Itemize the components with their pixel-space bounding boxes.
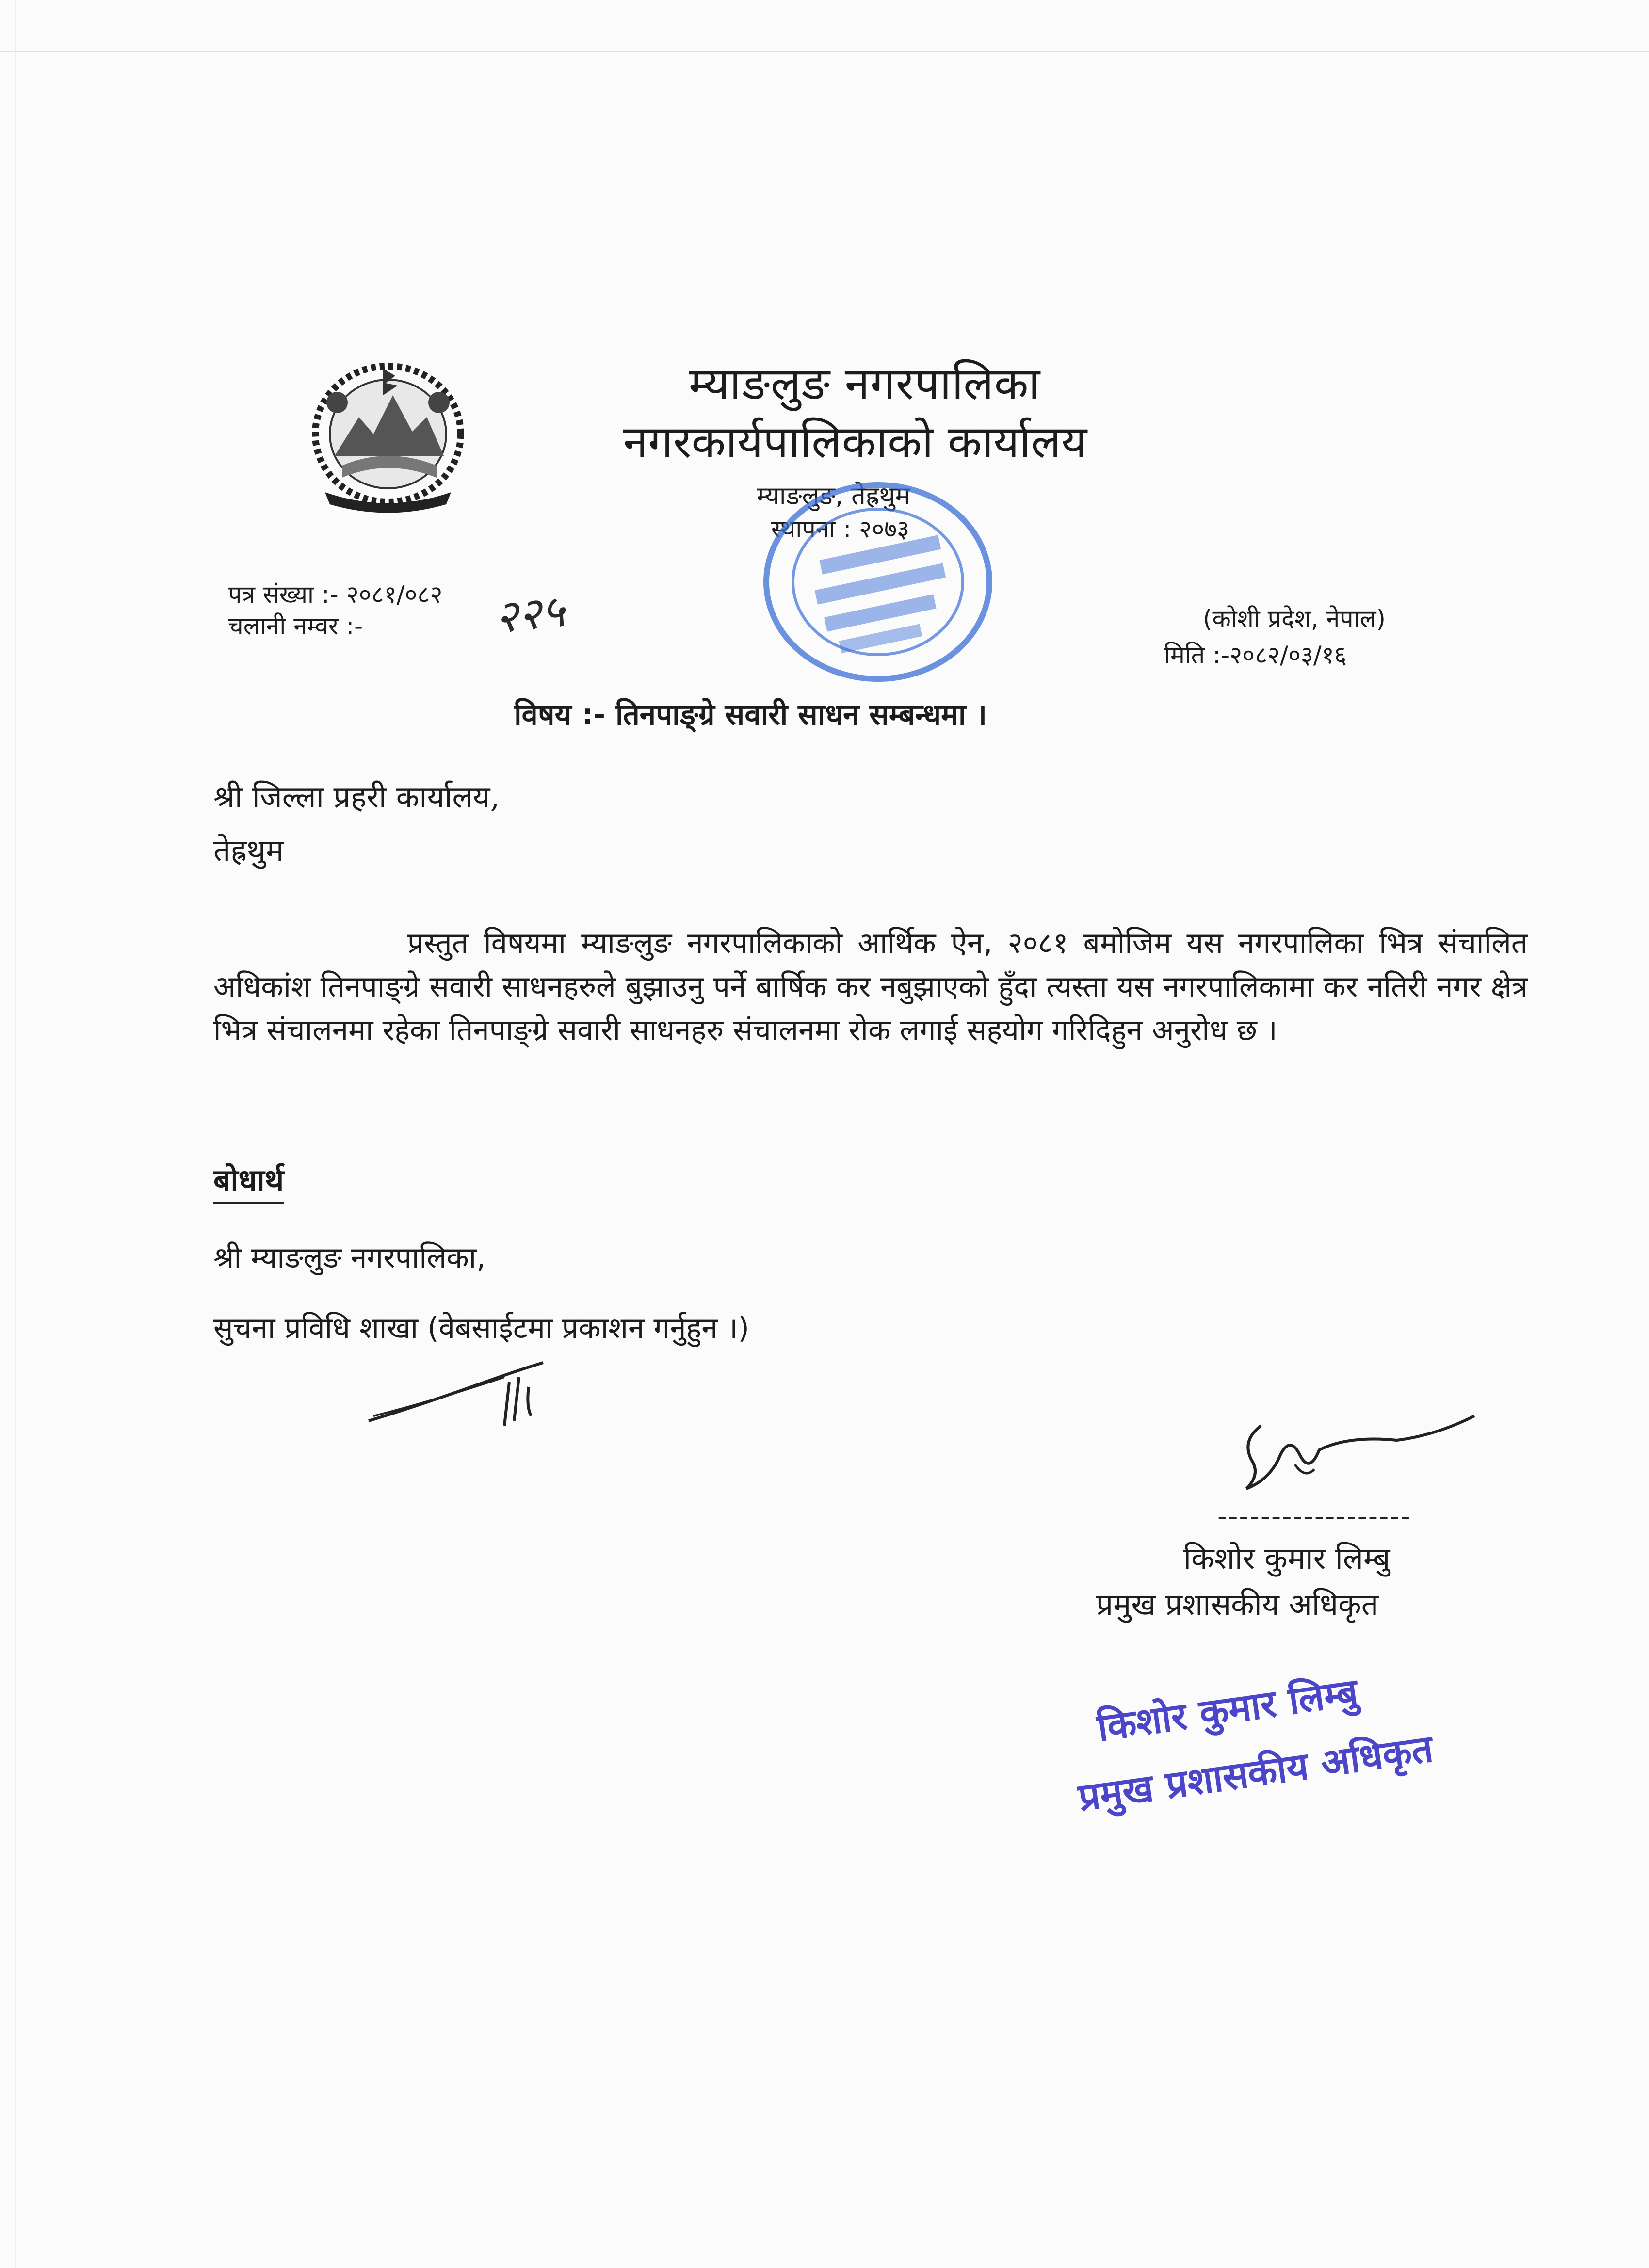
scan-edge-left bbox=[15, 0, 16, 2268]
addressee-line-2: तेह्रथुम bbox=[213, 833, 284, 868]
letter-body-text: प्रस्तुत विषयमा म्याङलुङ नगरपालिकाको आर्थिक ऐन, २०८१ बमोजिम यस नगरपालिका भित्र संचालित अधिकांश तिनपाङ्ग्रे सवारी साधनहरुले बुझाउनु पर्ने बार्षिक कर नबुझाएको हुँदा त्यस्ता यस नगरपालिकामा कर नतिरी नगर क्षेत्र भित्र संचालनमा रहेका तिनपाङ्ग्रे सवारी साधनहरु संचालनमा रोक लगाई सहयोग गरिदिहुन अनुरोध छ । bbox=[213, 926, 1528, 1047]
scan-edge-top bbox=[0, 51, 1649, 52]
officer-signature bbox=[1222, 1406, 1494, 1503]
cc-line-2: सुचना प्रविधि शाखा (वेबसाईटमा प्रकाशन गर्नुहुन ।) bbox=[213, 1311, 749, 1345]
name-stamp bbox=[1067, 1649, 1465, 1833]
nepal-emblem-icon bbox=[296, 349, 480, 514]
initials-signature bbox=[359, 1348, 563, 1435]
office-round-stamp bbox=[742, 466, 1014, 693]
province-label: (कोशी प्रदेश, नेपाल) bbox=[1203, 605, 1386, 633]
established-year: स्थापना : २०७३ bbox=[771, 515, 910, 543]
addressee-line-1: श्री जिल्ला प्रहरी कार्यालय, bbox=[213, 779, 500, 815]
dispatch-number-label: चलानी नम्वर :- bbox=[228, 612, 363, 640]
signatory-title: प्रमुख प्रशासकीय अधिकृत bbox=[1096, 1587, 1379, 1622]
name-stamp-name: किशोर कुमार लिम्बु bbox=[1094, 1670, 1361, 1751]
dispatch-number-handwritten: २२५ bbox=[492, 584, 567, 644]
office-location: म्याङलुङ, तेह्रथुम bbox=[757, 482, 910, 511]
name-stamp-title: प्रमुख प्रशासकीय अधिकृत bbox=[1075, 1727, 1436, 1820]
letter-date: मिति :-२०८२/०३/१६ bbox=[1164, 641, 1347, 669]
letter-number: पत्र संख्या :- २०८१/०८२ bbox=[228, 580, 443, 609]
cc-line-1: श्री म्याङलुङ नगरपालिका, bbox=[213, 1241, 486, 1275]
municipality-name: म्याङलुङ नगरपालिका bbox=[689, 358, 1041, 410]
signature-line: ------------------ bbox=[1217, 1501, 1411, 1532]
letter-body bbox=[213, 921, 1528, 1052]
letter-subject: विषय :- तिनपाङ्ग्रे सवारी साधन सम्बन्धमा । bbox=[514, 698, 987, 732]
signatory-name: किशोर कुमार लिम्बु bbox=[1183, 1541, 1390, 1576]
office-name: नगरकार्यपालिकाको कार्यालय bbox=[623, 416, 1087, 468]
cc-heading: बोधार्थ bbox=[213, 1159, 284, 1204]
